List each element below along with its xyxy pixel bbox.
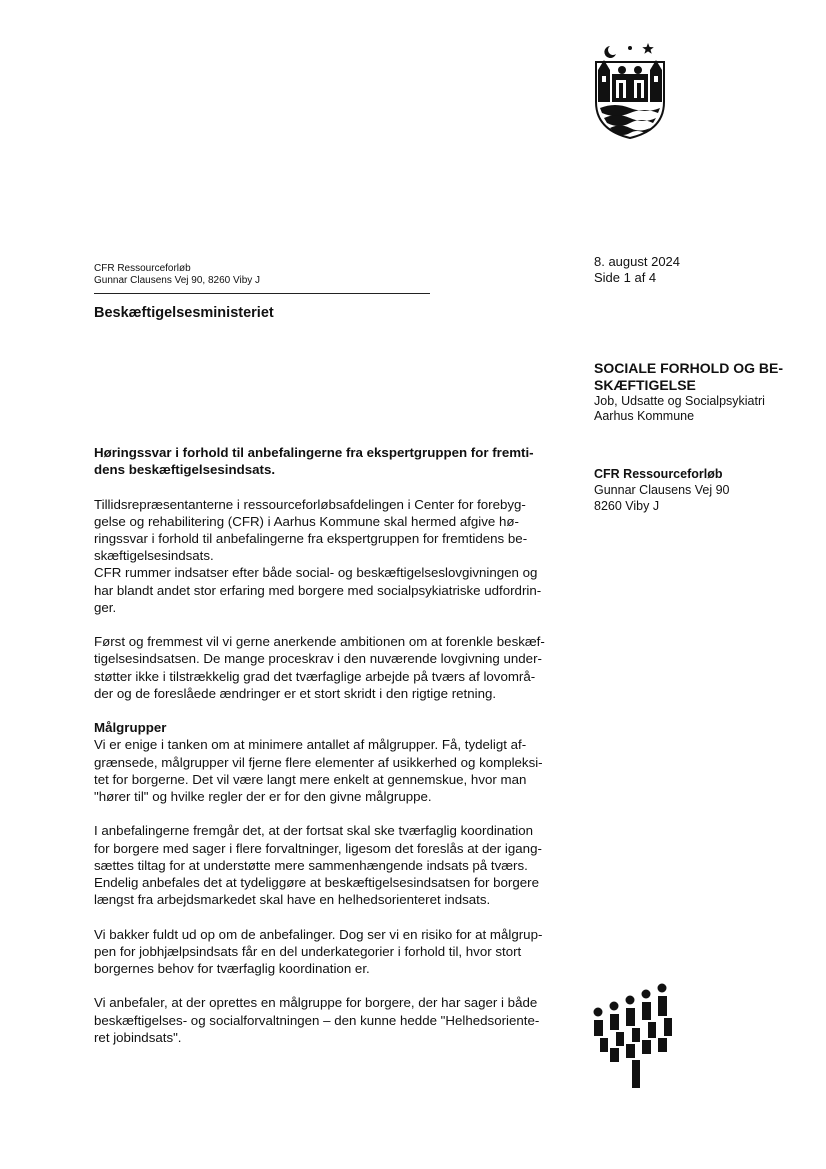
aarhus-kommune-logo-icon (592, 978, 687, 1093)
paragraph-5-line-1: Vi bakker fuldt ud op om de anbefalinger. Dog ser vi en risiko for at målgrup- (94, 926, 543, 942)
paragraph-1-line-1: Tillidsrepræsentanterne i ressourceforløbsafdelingen i Center for forebyg- (94, 496, 526, 512)
paragraph-2-line-3: støtter ikke i tilstrækkelig grad det tværfaglige arbejde på tværs af lovområ- (94, 668, 536, 684)
paragraph-1-line-6: har blandt andet stor erfaring med borgere med socialpsykiatriske udfordrin- (94, 582, 542, 598)
paragraph-3-line-4: "hører til" og hvilke regler der er for den givne målgruppe. (94, 789, 432, 805)
letter-body (94, 444, 574, 1046)
org-name: CFR Ressourceforløb (594, 467, 723, 481)
letter-title-line-2: dens beskæftigelsesindsats. (94, 462, 276, 478)
paragraph-5-line-2: pen for jobhjælpsindsats får en del underkategorier i forhold til, hvor stort (94, 943, 522, 959)
paragraph-1-line-4: skæftigelsesindsats. (94, 548, 214, 564)
paragraph-4-line-2: for borgere med sager i flere forvaltninger, ligesom det foreslås at der igang- (94, 840, 542, 856)
org-street: Gunnar Clausens Vej 90 (594, 483, 730, 497)
org-address (594, 466, 730, 514)
recipient: Beskæftigelsesministeriet (94, 305, 274, 321)
paragraph-5-line-3: borgernes behov for tværfaglig koordination er. (94, 961, 370, 977)
department-sub-line-2: Aarhus Kommune (594, 409, 695, 423)
letter-title-line-1: Høringssvar i forhold til anbefalingerne fra ekspertgruppen for fremti- (94, 445, 534, 460)
org-city: 8260 Viby J (594, 499, 660, 513)
paragraph-6-line-3: ret jobindsats". (94, 1029, 182, 1045)
paragraph-4-line-3: sættes tiltag for at understøtte mere sammenhængende indsats på tværs. (94, 857, 528, 873)
paragraph-3-line-1: Vi er enige i tanken om at minimere antallet af målgrupper. Få, tydeligt af- (94, 737, 527, 753)
paragraph-1-line-2: gelse og rehabilitering (CFR) i Aarhus Kommune skal hermed afgive hø- (94, 513, 519, 529)
coat-of-arms-icon (592, 40, 668, 140)
sender-line-2: Gunnar Clausens Vej 90, 8260 Viby J (94, 275, 261, 286)
department-title-line-2: SKÆFTIGELSE (594, 377, 696, 393)
paragraph-1-line-5: CFR rummer indsatser efter både social- og beskæftigelseslovgivningen og (94, 565, 538, 581)
paragraph-4-line-4: Endelig anbefales det at tydeliggøre at beskæftigelsesindsatsen for borgere (94, 875, 539, 891)
address-divider (94, 293, 430, 294)
section-heading: Målgrupper (94, 720, 167, 736)
paragraph-2-line-1: Først og fremmest vil vi gerne anerkende ambitionen om at forenkle beskæf- (94, 634, 545, 650)
paragraph-3-line-3: tet for borgerne. Det vil være langt mere enkelt at gennemskue, hvor man (94, 771, 527, 787)
paragraph-3-line-2: grænsede, målgrupper vil fjerne flere elementer af usikkerhed og kompleksi- (94, 754, 543, 770)
department-block (594, 360, 809, 424)
page-number: Side 1 af 4 (594, 270, 657, 285)
date-block (594, 254, 680, 286)
paragraph-4-line-1: I anbefalingerne fremgår det, at der fortsat skal ske tværfaglig koordination (94, 823, 534, 839)
paragraph-1-line-7: ger. (94, 599, 117, 615)
department-title-line-1: SOCIALE FORHOLD OG BE- (594, 360, 783, 376)
sender-address (94, 263, 260, 287)
sender-line-1: CFR Ressourceforløb (94, 263, 191, 274)
letter-date: 8. august 2024 (594, 254, 681, 269)
department-sub-line-1: Job, Udsatte og Socialpsykiatri (594, 394, 765, 408)
paragraph-2-line-2: tigelsesindsatsen. De mange proceskrav i den nuværende lovgivning under- (94, 651, 542, 667)
paragraph-1-line-3: ringssvar i forhold til anbefalingerne fra ekspertgruppen for fremtidens be- (94, 531, 528, 546)
paragraph-6-line-2: beskæftigelses- og socialforvaltningen – den kunne hedde "Helhedsoriente- (94, 1012, 540, 1028)
paragraph-2-line-4: der og de foreslåede ændringer er et stort skridt i den rigtige retning. (94, 685, 497, 701)
paragraph-6-line-1: Vi anbefaler, at der oprettes en målgruppe for borgere, der har sager i både (94, 995, 538, 1011)
paragraph-4-line-5: længst fra arbejdsmarkedet skal have en helhedsorienteret indsats. (94, 892, 491, 908)
